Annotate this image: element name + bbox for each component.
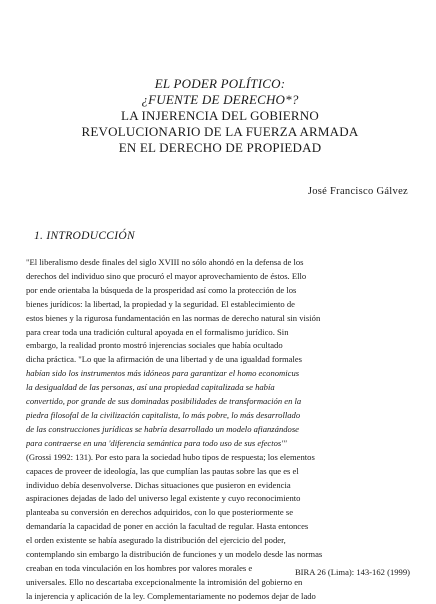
title-line-3: LA INJERENCIA DEL GOBIERNO xyxy=(121,108,319,123)
section-heading: 1. INTRODUCCIÓN xyxy=(34,230,135,242)
body-line: habían sido los instrumentos más idóneos para garantizar el homo economicus xyxy=(26,368,300,379)
body-line: universales. Ello no descartaba excepcionalmente la intromisión del gobierno en xyxy=(26,576,303,587)
body-line: por ende orientaba la búsqueda de la prosperidad así como la protección de los xyxy=(26,284,297,295)
body-line: embargo, la realidad pronto mostró injerencias sociales que había ocultado xyxy=(26,340,283,351)
body-line: estos bienes y la rigurosa fundamentación en las normas de derecho natural sin visión xyxy=(26,312,321,323)
body-line: la injerencia y aplicación de la ley. Complementariamente no podemos dejar de lado xyxy=(26,590,316,601)
body-line: demandaría la capacidad de poner en acción la facultad de regular. Hasta entonces xyxy=(26,521,309,532)
body-line: de las construcciones jurídicas se habría desarrollado un modelo afianzándose xyxy=(26,423,299,434)
body-line: aspiraciones dejadas de lado del universo legal existente y cuyo reconocimiento xyxy=(26,493,301,504)
body-line: derechos del individuo sino que procuró el mayor aprovechamiento de éstos. Ello xyxy=(26,270,307,281)
body-line: "El liberalismo desde finales del siglo XVIII no sólo ahondó en la defensa de los xyxy=(26,257,304,267)
body-line: capaces de proveer de ideología, las que cumplían las pautas sobre las que es el xyxy=(26,465,299,476)
body-line: piedra filosofal de la civilización capitalista, lo más pobre, lo más desarrollado xyxy=(26,409,301,420)
title-line-4: REVOLUCIONARIO DE LA FUERZA ARMADA xyxy=(81,124,359,139)
page-footer: BIRA 26 (Lima): 143-162 (1999) xyxy=(294,567,410,577)
body-line: para crear toda una tradición cultural apoyada en el formalismo jurídico. Sin xyxy=(26,326,289,337)
body-line: (Grossi 1992: 131). Por esto para la sociedad hubo tipos de respuesta; los elementos xyxy=(26,451,315,462)
body-line: contemplando sin embargo la distribución de funciones y un modelo desde las normas xyxy=(26,549,323,560)
body-line: el orden existente se había asegurado la distribución del ejercicio del poder, xyxy=(26,535,286,546)
title-block xyxy=(40,76,400,156)
body-line: convertido, por grande de sus dominadas posibilidades de transformación en la xyxy=(26,396,302,407)
body-line: individuo debía desenvolverse. Dichas situaciones que pusieron en evidencia xyxy=(26,479,291,490)
body-paragraph xyxy=(26,256,414,604)
body-line: para contraerse en una 'diferencia semántica para todo uso de sus efectos'" xyxy=(26,437,287,448)
body-line: dicha práctica. "Lo que la afirmación de una libertad y de una igualdad formales xyxy=(26,354,303,365)
title-line-2: ¿FUENTE DE DERECHO*? xyxy=(141,92,299,107)
body-line: la desigualdad de las personas, así una propiedad capitalizada se había xyxy=(26,382,275,393)
author-name: José Francisco Gálvez xyxy=(307,186,408,197)
body-line: bienes jurídicos: la libertad, la propiedad y la seguridad. El establecimiento de xyxy=(26,298,295,309)
body-line: creaban en toda vinculación en los hombres por valores morales e xyxy=(26,562,253,573)
body-line: planteaba su conversión en derechos adquiridos, con lo que posteriormente se xyxy=(26,507,294,518)
title-line-5: EN EL DERECHO DE PROPIEDAD xyxy=(118,140,322,155)
title-line-1: EL PODER POLÍTICO: xyxy=(154,76,286,91)
